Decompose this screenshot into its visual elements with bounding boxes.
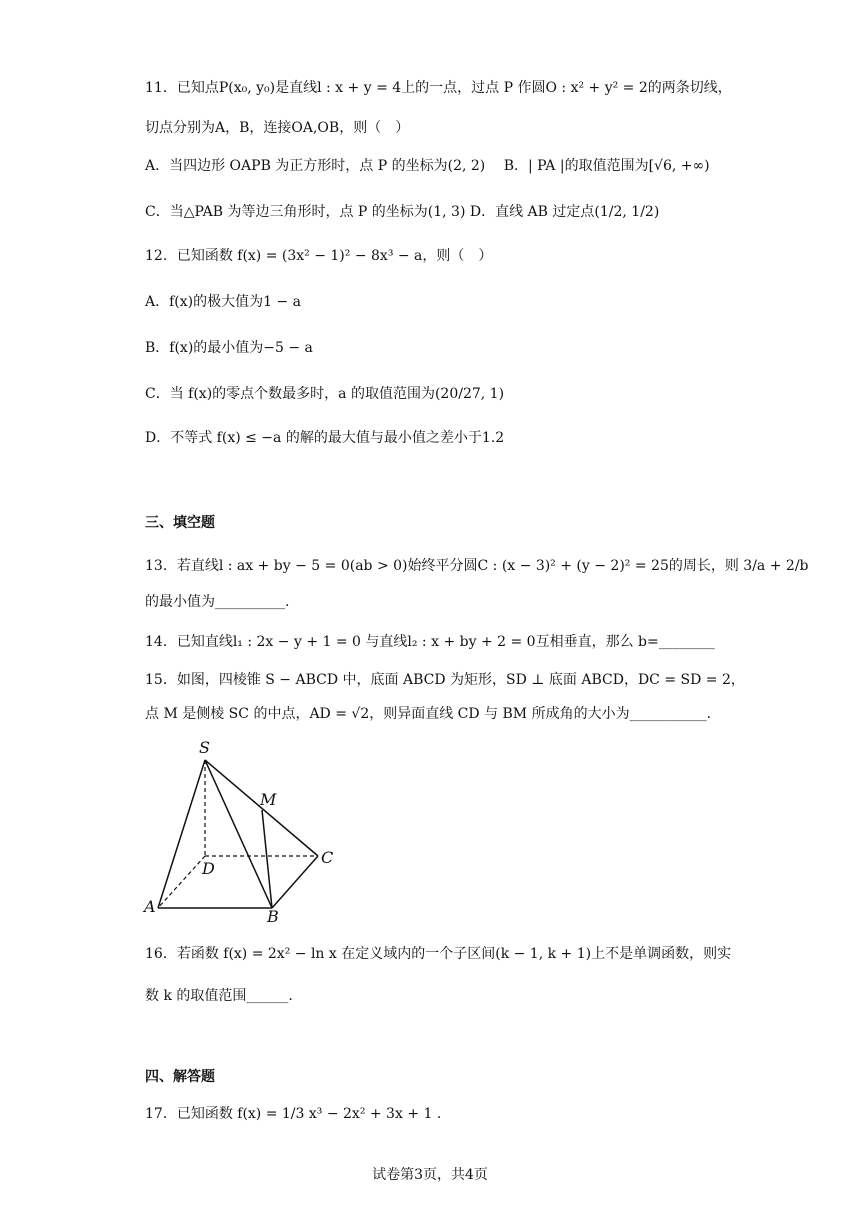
q12-option-a: A．f(x)的极大值为1 − a [145,294,301,310]
q12-option-d: D．不等式 f(x) ≤ −a 的解的最大值与最小值之差小于1.2 [145,430,505,446]
label-b: B [267,907,279,924]
segment-mb [262,810,272,908]
edge-sb [205,760,272,908]
label-a: A [144,897,156,916]
section-answer-questions: 四、解答题 [145,1069,215,1085]
section-fill-in-blank: 三、填空题 [145,515,215,531]
label-s: S [199,738,210,757]
q11-stem-line1: 11．已知点P(x₀, y₀)是直线l : x + y = 4上的一点，过点 P 作圆O : x² + y² = 2的两条切线， [145,80,732,96]
q14: 14．已知直线l₁ : 2x − y + 1 = 0 与直线l₂ : x + by + 2 = 0互相垂直，那么 b=________ [145,634,715,650]
label-m: M [260,790,277,809]
edge-sa [158,760,205,908]
q11-options-ab: A．当四边形 OAPB 为正方形时，点 P 的坐标为(2, 2) B．| PA |的取值范围为[√6, +∞) [145,158,710,174]
q11-options-cd: C．当△PAB 为等边三角形时，点 P 的坐标为(1, 3) D．直线 AB 过定点(1/2, 1/2) [145,204,660,220]
q12-stem: 12．已知函数 f(x) = (3x² − 1)² − 8x³ − a，则（ ） [145,248,493,264]
q13-line2: 的最小值为__________. [145,594,290,610]
q16-line1: 16．若函数 f(x) = 2x² − ln x 在定义域内的一个子区间(k − 1, k + 1)上不是单调函数，则实 [145,946,732,962]
q17: 17．已知函数 f(x) = 1/3 x³ − 2x² + 3x + 1 . [145,1106,442,1122]
page-footer: 试卷第3页，共4页 [372,1167,488,1183]
q15-line1: 15．如图，四棱锥 S − ABCD 中，底面 ABCD 为矩形，SD ⊥ 底面 ABCD，DC = SD = 2， [145,672,745,688]
q11-stem-line2: 切点分别为A，B，连接OA,OB，则（ ） [145,120,410,136]
q13-line1: 13．若直线l : ax + by − 5 = 0(ab > 0)始终平分圆C : (x − 3)² + (y − 2)² = 25的周长，则 3/a + 2/b [145,558,809,574]
edge-ad-hidden [158,856,205,908]
label-d: D [202,859,215,878]
pyramid-figure [140,738,340,924]
label-c: C [321,848,334,867]
q12-option-c: C．当 f(x)的零点个数最多时，a 的取值范围为(20/27, 1) [145,386,505,402]
q12-option-b: B．f(x)的最小值为−5 − a [145,340,313,356]
q16-line2: 数 k 的取值范围______. [145,988,293,1004]
edge-bc [272,856,318,908]
q15-line2: 点 M 是侧棱 SC 的中点，AD = √2，则异面直线 CD 与 BM 所成角的大小为___________. [145,706,712,722]
